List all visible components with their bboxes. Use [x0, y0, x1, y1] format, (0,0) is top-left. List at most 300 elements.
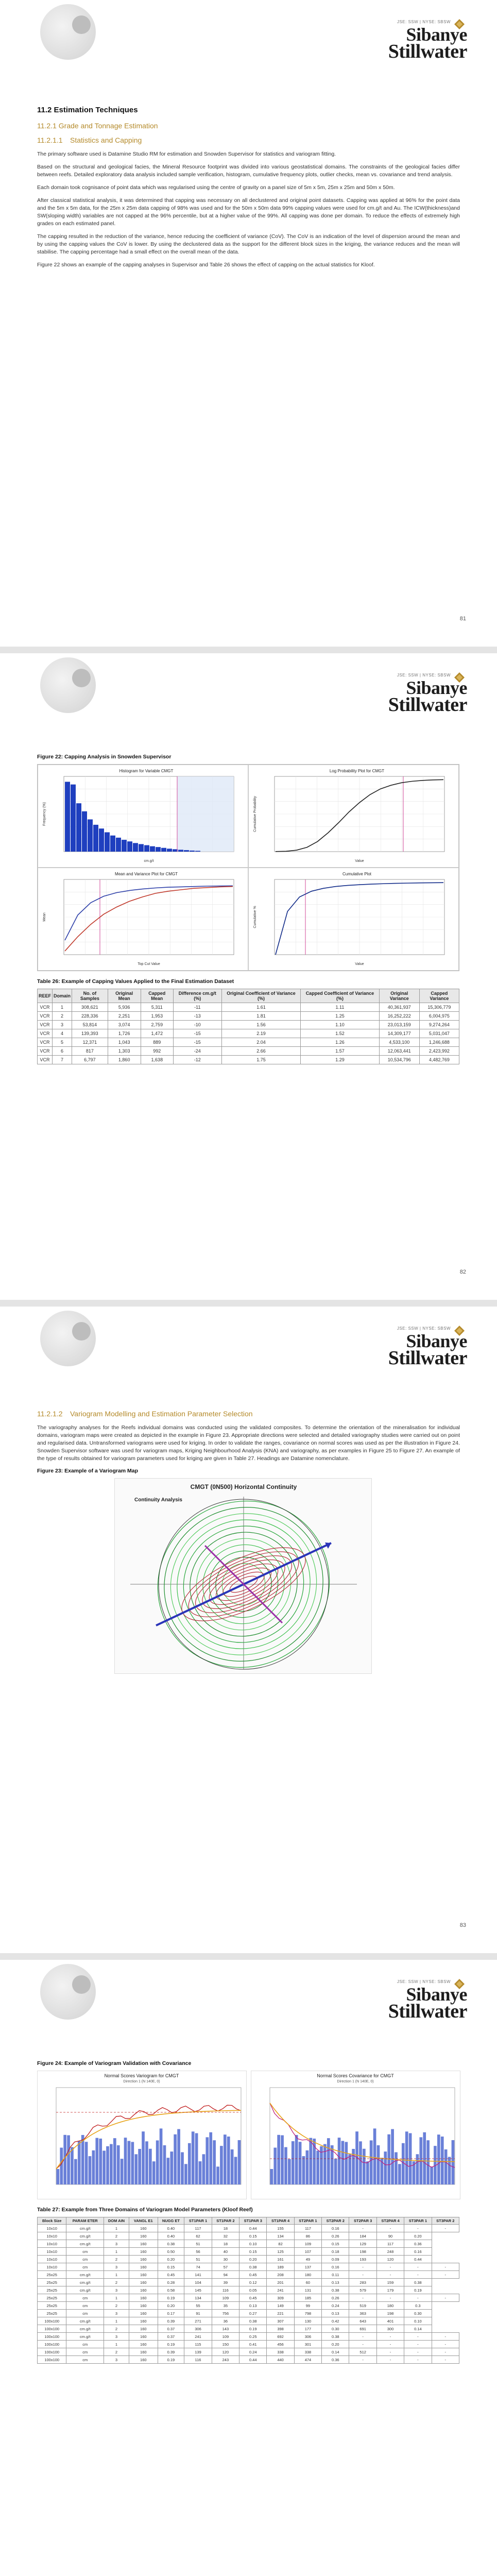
table-cell: -: [376, 2333, 404, 2341]
table-row: [38, 2325, 459, 2333]
table-cell: 512: [349, 2348, 376, 2356]
table-cell: 32: [212, 2232, 239, 2240]
table-cell: 1.29: [301, 1056, 380, 1064]
figure-caption: Figure 23: Example of a Variogram Map: [37, 1468, 139, 1474]
table-cell: cm.g/t: [66, 2325, 104, 2333]
page-content: [37, 2060, 460, 2364]
table-cell: 0.44: [239, 2356, 267, 2364]
table-cell: 243: [212, 2356, 239, 2364]
pairs-bar: [227, 2137, 230, 2184]
table-cell: 248: [376, 2248, 404, 2256]
pairs-bar: [384, 2151, 387, 2184]
table-cell: 180: [294, 2271, 321, 2279]
histogram-bar: [93, 825, 98, 852]
histogram-bar: [122, 840, 127, 852]
pairs-bar: [202, 2154, 205, 2184]
table-row: [38, 2356, 459, 2364]
table-cell: 456: [267, 2341, 294, 2348]
table-cell: 134: [184, 2294, 212, 2302]
table-cell: 0.58: [158, 2286, 184, 2294]
table-cell: 7: [53, 1056, 72, 1064]
table-cell: 0.26: [322, 2232, 349, 2240]
pairs-bar: [426, 2140, 430, 2184]
table-header-cell: Domain: [53, 989, 72, 1003]
table-row: [38, 1003, 459, 1012]
table-row: [38, 2310, 459, 2317]
table-cell: 57: [212, 2263, 239, 2271]
paragraph: Each domain took cognisance of point data which was regularised using the centre of gravity on a panel size of 5m x 5m, 25m x 25m and 50m x 50m.: [37, 184, 395, 191]
table-cell: VCR: [38, 1029, 53, 1038]
pairs-bar: [149, 2149, 152, 2184]
page-81: [0, 0, 497, 647]
table-cell: 1.52: [301, 1029, 380, 1038]
table-cell: 99: [294, 2302, 321, 2310]
table-row: [38, 2294, 459, 2302]
table-cell: 2: [104, 2302, 129, 2310]
table-cell: 0.16: [322, 2225, 349, 2232]
histogram-bar: [190, 851, 195, 852]
histogram-bar: [144, 845, 149, 852]
table-cell: -: [349, 2271, 376, 2279]
pairs-bar: [192, 2131, 195, 2184]
table-row: [38, 2317, 459, 2325]
table-cell: 150: [212, 2341, 239, 2348]
decorative-dot: [72, 1322, 91, 1341]
logo-ticker: JSE: SSW | NYSE: SBSW: [397, 1326, 451, 1331]
decorative-dot: [72, 15, 91, 34]
table-header-cell: ST2PAR 4: [376, 2217, 404, 2225]
table-cell: 1,043: [108, 1038, 141, 1047]
table-header-cell: Original Coefficient of Variance (%): [221, 989, 300, 1003]
table-header-cell: ST3PAR 2: [432, 2217, 459, 2225]
table-cell: 221: [267, 2310, 294, 2317]
table-row: [38, 2271, 459, 2279]
pairs-bar: [284, 2147, 287, 2184]
table-cell: 36: [212, 2317, 239, 2325]
table-cell: 104: [184, 2279, 212, 2286]
histogram-bar: [133, 843, 138, 852]
table-cell: 0.15: [158, 2263, 184, 2271]
table-cell: 0.11: [322, 2271, 349, 2279]
table-header-cell: ST2PAR 3: [349, 2217, 376, 2225]
logo-word-stillwater: Stillwater: [388, 694, 467, 716]
table-cell: 25x25: [38, 2294, 66, 2302]
pairs-bar: [270, 2169, 273, 2184]
table-cell: cm: [66, 2294, 104, 2302]
pairs-bar: [67, 2136, 70, 2184]
table-cell: 35: [212, 2302, 239, 2310]
section-heading: 11.2 Estimation Techniques: [37, 106, 138, 114]
table-cell: -: [349, 2263, 376, 2271]
table-cell: cm.g/t: [66, 2271, 104, 2279]
table-cell: -: [349, 2225, 376, 2232]
table-cell: VCR: [38, 1047, 53, 1056]
page-content: [37, 106, 460, 274]
table-cell: -11: [173, 1003, 221, 1012]
table-cell: 2: [53, 1012, 72, 1021]
pairs-bar: [377, 2145, 380, 2184]
table-cell: 0.37: [158, 2333, 184, 2341]
variogram-map: [114, 1478, 372, 1674]
pairs-bar: [138, 2149, 141, 2184]
pairs-bar: [441, 2137, 444, 2184]
table-cell: 2.19: [221, 1029, 300, 1038]
table-header-cell: ST1PAR 3: [239, 2217, 267, 2225]
pairs-bar: [341, 2141, 345, 2184]
page-84: [0, 1960, 497, 2576]
decorative-circle: [40, 1964, 96, 2020]
table-cell: 0.30: [404, 2310, 432, 2317]
subsubsection-heading: [37, 1410, 460, 1418]
table-cell: 1.56: [221, 1021, 300, 1029]
company-logo: [359, 16, 467, 64]
table-cell: -: [376, 2225, 404, 2232]
table-header-cell: Capped Variance: [419, 989, 459, 1003]
chart-title: Histogram for Variable CMGT: [119, 769, 174, 773]
table-cell: 18: [212, 2225, 239, 2232]
table-cell: 0.20: [239, 2256, 267, 2263]
table-cell: 1.61: [221, 1003, 300, 1012]
table-cell: 0.38: [239, 2317, 267, 2325]
table-cell: VCR: [38, 1038, 53, 1047]
table-cell: 301: [294, 2341, 321, 2348]
variogram-marks: [56, 2088, 241, 2184]
table-cell: 160: [129, 2271, 158, 2279]
table-cell: 0.15: [239, 2232, 267, 2240]
table-cell: cm.g/t: [66, 2286, 104, 2294]
table-cell: 643: [349, 2317, 376, 2325]
table-header-cell: ST1PAR 4: [267, 2217, 294, 2225]
table-cell: 160: [129, 2286, 158, 2294]
table-cell: 0.38: [158, 2240, 184, 2248]
table-cell: 149: [267, 2302, 294, 2310]
table-cell: 185: [294, 2294, 321, 2302]
pairs-bar: [302, 2156, 305, 2184]
pairs-bar: [216, 2166, 219, 2184]
pairs-bar: [273, 2148, 277, 2184]
pairs-bar: [363, 2149, 366, 2184]
table-cell: 309: [267, 2294, 294, 2302]
table-cell: 62: [184, 2232, 212, 2240]
table-cell: 155: [267, 2225, 294, 2232]
table-cell: 160: [129, 2348, 158, 2356]
table-row: [38, 2248, 459, 2256]
table-cell: 40,361,937: [379, 1003, 419, 1012]
pairs-bar: [373, 2128, 376, 2184]
table-cell: 160: [129, 2356, 158, 2364]
table-cell: -10: [173, 1021, 221, 1029]
pairs-bar: [448, 2157, 451, 2184]
pairs-bar: [195, 2133, 198, 2184]
pairs-bar: [430, 2166, 433, 2184]
table-cell: -: [404, 2356, 432, 2364]
table-cell: 0.25: [239, 2333, 267, 2341]
pairs-bar: [334, 2159, 337, 2184]
table-cell: -: [404, 2271, 432, 2279]
pairs-bar: [395, 2152, 398, 2184]
pairs-bar: [423, 2132, 426, 2184]
table-cell: 1,860: [108, 1056, 141, 1064]
table-cell: 15,306,779: [419, 1003, 459, 1012]
table-cell: 1: [104, 2341, 129, 2348]
x-axis-label: cm.g/t: [144, 859, 154, 863]
table-cell: cm: [66, 2302, 104, 2310]
pairs-bar: [306, 2150, 309, 2184]
pairs-bar: [184, 2164, 187, 2184]
cumulative-chart: [248, 868, 459, 971]
table-header-cell: REEF: [38, 989, 53, 1003]
table-cell: 3,074: [108, 1021, 141, 1029]
pairs-bar: [323, 2144, 327, 2184]
pairs-bar: [71, 2147, 74, 2184]
table-cell: 60: [294, 2279, 321, 2286]
table-cell: 56: [184, 2248, 212, 2256]
table-cell: 91: [184, 2310, 212, 2317]
pairs-bar: [160, 2128, 163, 2184]
table-cell: 0.13: [322, 2310, 349, 2317]
table-cell: 0.38: [239, 2263, 267, 2271]
pairs-bar: [174, 2134, 177, 2184]
table-cell: 109: [212, 2333, 239, 2341]
table-cell: 3: [104, 2240, 129, 2248]
table-cell: 0.10: [404, 2317, 432, 2325]
table-cell: 10x10: [38, 2225, 66, 2232]
pairs-bar: [57, 2169, 60, 2184]
table-cell: cm: [66, 2256, 104, 2263]
table-cell: 141: [184, 2271, 212, 2279]
table-header-row: [38, 2217, 459, 2225]
table-cell: -: [376, 2341, 404, 2348]
paragraph: The primary software used is Datamine Studio RM for estimation and Snowden Supervisor for statistics and variogram fitting.: [37, 151, 336, 157]
table-cell: 798: [294, 2310, 321, 2317]
table-cell: 1: [104, 2225, 129, 2232]
table-cell: 25x25: [38, 2302, 66, 2310]
table-cell: 125: [267, 2248, 294, 2256]
table-cell: 177: [294, 2325, 321, 2333]
paragraph: After classical statistical analysis, it was determined that capping was necessary on all declustered and original point datasets. Capping was applied at 96% for the point data and the 5m x 5m data, for the 25m x 25m data capping of 98% was used and for the 50m x 50m data 99% capping values were used for cm.g/t and Au. The ICW(thickness)and SW(sloping width) variables are not capped at the 96% percentile, but at a higher value of the 99%. All capping was done per domain. To reduce the effects of extremely high grades on each estimated panel.: [37, 197, 460, 227]
table-cell: 0.45: [158, 2271, 184, 2279]
table-cell: 440: [267, 2356, 294, 2364]
table-cell: 74: [184, 2263, 212, 2271]
table-cell: VCR: [38, 1056, 53, 1064]
page-number: 81: [459, 616, 466, 622]
histogram-bar: [139, 844, 144, 852]
table-cell: 2: [104, 2348, 129, 2356]
table-cell: 14,309,177: [379, 1029, 419, 1038]
table-cell: -15: [173, 1038, 221, 1047]
paragraph: The variography analyses for the Reefs individual domains was conducted using the validated composites. To determine the orientation of the mineralisation for individual domains, variogram maps were created as depicted in the example in Figure 23. Appropriate directions were selected and detailed variography studies were carried out on point and regularised data. Untransformed variograms were used for kriging. In order to validate the ranges, covariance on normal scores was used as per the illustration in Figure 24. Snowden Supervisor software was used for variogram maps, Kriging Neighbourhood Analysis (KNA) and variography, as per examples in Figure 25 to Figure 27. An example of the type of results obtained for variogram parameters used for kriging are given in Table 27. Headings are Datamine nomenclature.: [37, 1425, 460, 1462]
page-number: 82: [459, 1269, 466, 1275]
company-logo: [359, 1976, 467, 2024]
histogram-chart: [38, 765, 248, 868]
table-cell: 0.27: [239, 2310, 267, 2317]
table-cell: 0.19: [158, 2356, 184, 2364]
pairs-bar: [313, 2139, 316, 2184]
table-row: [38, 2286, 459, 2294]
histogram-bar: [88, 819, 93, 852]
table-cell: cm: [66, 2263, 104, 2271]
table-cell: -: [432, 2225, 459, 2232]
pairs-bar: [292, 2141, 295, 2184]
pairs-bar: [134, 2154, 138, 2184]
table-cell: 0.17: [158, 2310, 184, 2317]
table-cell: 4,533,100: [379, 1038, 419, 1047]
table-cell: 0.24: [322, 2302, 349, 2310]
table-cell: 992: [141, 1047, 173, 1056]
table-cell: -: [376, 2356, 404, 2364]
table-cell: cm.g/t: [66, 2317, 104, 2325]
table-cell: 0.19: [239, 2325, 267, 2333]
table-cell: 55: [184, 2302, 212, 2310]
table-cell: 160: [129, 2225, 158, 2232]
table-cell: 398: [267, 2325, 294, 2333]
table-cell: 756: [212, 2310, 239, 2317]
table-row: [38, 2240, 459, 2248]
table-cell: 228,336: [72, 1012, 108, 1021]
table-cell: 0.09: [322, 2256, 349, 2263]
pairs-bar: [152, 2161, 156, 2184]
pairs-bar: [338, 2138, 341, 2184]
table-row: [38, 2232, 459, 2240]
table-cell: 116: [212, 2286, 239, 2294]
table-header-cell: DOM AIN: [104, 2217, 129, 2225]
table-cell: 0.10: [239, 2240, 267, 2248]
histogram-bar: [156, 847, 161, 852]
table-cell: 198: [349, 2248, 376, 2256]
table-cell: 208: [267, 2271, 294, 2279]
logo-word-stillwater: Stillwater: [388, 1347, 467, 1369]
table-cell: 100x100: [38, 2356, 66, 2364]
table-row: [38, 2256, 459, 2263]
table-cell: -: [404, 2333, 432, 2341]
heading-number: 11.2.1.1: [37, 136, 63, 144]
table-cell: 271: [184, 2317, 212, 2325]
table-cell: 0.41: [239, 2341, 267, 2348]
table-cell: 0.19: [404, 2286, 432, 2294]
pairs-bar: [316, 2150, 319, 2184]
table-cell: 5,311: [141, 1003, 173, 1012]
table-cell: 86: [294, 2232, 321, 2240]
pairs-bar: [156, 2140, 159, 2184]
table-cell: 23,013,159: [379, 1021, 419, 1029]
page-82: [0, 653, 497, 1300]
histogram-bar: [150, 846, 155, 852]
decorative-dot: [72, 1975, 91, 1994]
pairs-bar: [188, 2143, 191, 2184]
table-cell: -: [376, 2294, 404, 2302]
table-cell: cm.g/t: [66, 2333, 104, 2341]
table-cell: 0.19: [158, 2294, 184, 2302]
table-cell: -: [376, 2271, 404, 2279]
table-cell: 129: [349, 2240, 376, 2248]
table-cell: 519: [349, 2302, 376, 2310]
histogram-bar: [161, 848, 166, 852]
pairs-bar: [92, 2150, 95, 2184]
table-cell: 579: [349, 2286, 376, 2294]
table-cell: 1.25: [301, 1012, 380, 1021]
table-cell: 0.26: [322, 2294, 349, 2302]
pairs-bar: [299, 2142, 302, 2184]
pairs-bar: [85, 2142, 88, 2184]
table-cell: -: [349, 2333, 376, 2341]
table-cell: 10x10: [38, 2263, 66, 2271]
logo-word-sibanye: Sibanye: [406, 677, 467, 698]
table-cell: 100x100: [38, 2317, 66, 2325]
panel-subtitle: Direction 1 (N 140E, 0): [337, 2080, 374, 2083]
table-cell: 306: [294, 2333, 321, 2341]
table-header-cell: VANGL E1: [129, 2217, 158, 2225]
pairs-bar: [124, 2138, 127, 2184]
page-content: [37, 1410, 460, 1674]
table-cell: 160: [129, 2248, 158, 2256]
pairs-bar: [345, 2142, 348, 2184]
table-cell: 2: [104, 2256, 129, 2263]
variogram-map-svg: [115, 1479, 372, 1674]
table-cell: 0.13: [239, 2302, 267, 2310]
histogram-bar: [105, 832, 110, 852]
pairs-bar: [444, 2149, 448, 2184]
logo-word-sibanye: Sibanye: [406, 24, 467, 45]
histogram-bar: [76, 803, 81, 852]
figure-caption: Figure 24: Example of Variogram Validation with Covariance: [37, 2060, 192, 2066]
table-cell: 100x100: [38, 2341, 66, 2348]
y-axis-label: Cumulative %: [253, 906, 257, 928]
cumulative-svg: [249, 868, 459, 970]
pairs-bar: [106, 2146, 109, 2184]
table-cell: 160: [129, 2325, 158, 2333]
table-cell: 117: [376, 2240, 404, 2248]
table-row: [38, 2263, 459, 2271]
table-cell: 18: [212, 2240, 239, 2248]
variogram-panel-svg: [38, 2071, 246, 2199]
pairs-bar: [391, 2129, 394, 2184]
panel-title: Normal Scores Covariance for CMGT: [317, 2073, 394, 2078]
logo-word-stillwater: Stillwater: [388, 41, 467, 62]
table-cell: 139,393: [72, 1029, 108, 1038]
x-axis-label: Top Cut Value: [138, 962, 160, 966]
histogram-bar: [178, 850, 183, 852]
table-header-cell: PARAM ETER: [66, 2217, 104, 2225]
table-cell: 1,953: [141, 1012, 173, 1021]
decorative-circle: [40, 1311, 96, 1366]
pairs-bar: [309, 2138, 312, 2184]
pairs-bar: [288, 2159, 291, 2184]
table-header-cell: Block Size: [38, 2217, 66, 2225]
table-cell: 25x25: [38, 2286, 66, 2294]
pairs-bar: [142, 2131, 145, 2184]
table-cell: 306: [184, 2325, 212, 2333]
table-cell: 25x25: [38, 2279, 66, 2286]
table-cell: -: [349, 2356, 376, 2364]
table-header-cell: ST1PAR 1: [184, 2217, 212, 2225]
table-row: [38, 2279, 459, 2286]
table-cell: 3: [104, 2310, 129, 2317]
table-cell: 889: [141, 1038, 173, 1047]
table-cell: 0.39: [158, 2317, 184, 2325]
table-cell: cm: [66, 2310, 104, 2317]
pairs-bar: [405, 2131, 408, 2184]
table-cell: 1.10: [301, 1021, 380, 1029]
table-header-cell: ST1PAR 2: [212, 2217, 239, 2225]
map-title: CMGT (0N500) Horizontal Continuity: [190, 1483, 297, 1490]
table-cell: -: [432, 2341, 459, 2348]
table-cell: -: [404, 2341, 432, 2348]
pairs-bar: [452, 2140, 455, 2184]
table-cell: 1.11: [301, 1003, 380, 1012]
table-row: [38, 1047, 459, 1056]
table-cell: cm: [66, 2348, 104, 2356]
paragraph: The capping resulted in the reduction of the variance, hence reducing the coefficient of variance (CoV). The CoV is an indication of the level of dispersion around the mean and by using the capping values the CoV is lower. By using the declustered data as the support for the different block sizes in the kriging, the variance reduces and the mean will stabilise. The capping percentage had a small effect on the overall mean of the data.: [37, 233, 460, 255]
